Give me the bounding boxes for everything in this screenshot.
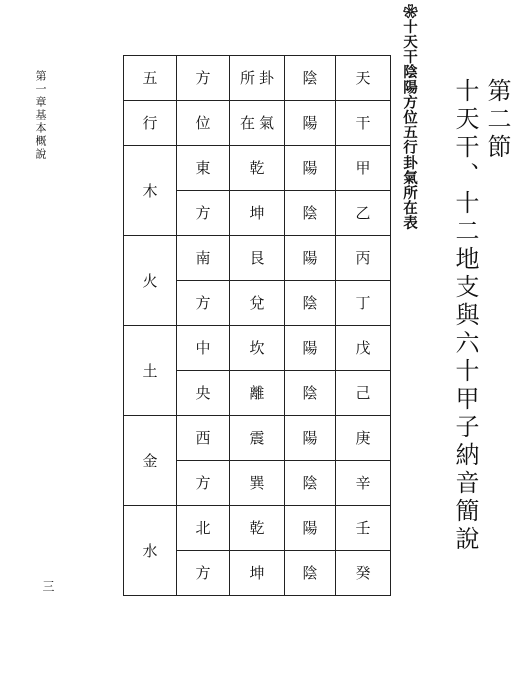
cell-wuxing: 木 (124, 146, 177, 236)
header-gua-2 (230, 101, 285, 146)
cell-gua: 震 (230, 416, 285, 461)
header-gua-d: 氣 (259, 114, 275, 132)
table-row (124, 326, 391, 371)
cell-tiangan: 丙 (336, 236, 391, 281)
cell-yinyang: 陽 (285, 416, 336, 461)
section-number: 第二節 (483, 78, 511, 162)
cell-fangwei: 方 (177, 551, 230, 596)
tiangan-table (123, 55, 391, 596)
cell-yinyang: 陽 (285, 506, 336, 551)
cell-gua: 離 (230, 371, 285, 416)
cell-yinyang: 陰 (285, 191, 336, 236)
cell-fangwei: 方 (177, 461, 230, 506)
header-gua-c: 在 (239, 114, 255, 132)
header-fangwei-2: 位 (177, 101, 230, 146)
cell-fangwei: 中 (177, 326, 230, 371)
section-heading: 十天干、十二地支與六十甲子納音簡說 (451, 78, 479, 554)
cell-tiangan: 戊 (336, 326, 391, 371)
cell-wuxing: 土 (124, 326, 177, 416)
header-yinyang-1: 陰 (285, 56, 336, 101)
cell-tiangan: 乙 (336, 191, 391, 236)
cell-gua: 坤 (230, 191, 285, 236)
header-wuxing-1: 五 (124, 56, 177, 101)
running-head (33, 70, 47, 161)
cell-fangwei: 南 (177, 236, 230, 281)
cell-yinyang: 陰 (285, 281, 336, 326)
cell-yinyang: 陽 (285, 236, 336, 281)
cell-wuxing: 火 (124, 236, 177, 326)
cell-tiangan: 壬 (336, 506, 391, 551)
table-row (124, 416, 391, 461)
cell-gua: 兌 (230, 281, 285, 326)
cell-fangwei: 北 (177, 506, 230, 551)
cell-fangwei: 方 (177, 281, 230, 326)
cell-wuxing: 水 (124, 506, 177, 596)
cell-gua: 艮 (230, 236, 285, 281)
header-gua-a: 所 (239, 69, 255, 87)
cell-gua: 乾 (230, 146, 285, 191)
page-number: 三 (41, 580, 55, 592)
cell-fangwei: 西 (177, 416, 230, 461)
table-row (124, 146, 391, 191)
table-header-row (124, 101, 391, 146)
header-wuxing-2: 行 (124, 101, 177, 146)
cell-gua: 坤 (230, 551, 285, 596)
cell-gua: 乾 (230, 506, 285, 551)
header-yinyang-2: 陽 (285, 101, 336, 146)
cell-yinyang: 陰 (285, 371, 336, 416)
cell-tiangan: 癸 (336, 551, 391, 596)
cell-fangwei: 方 (177, 191, 230, 236)
cell-tiangan: 庚 (336, 416, 391, 461)
table-header-row (124, 56, 391, 101)
chapter-number: 第一章 (34, 70, 47, 109)
chapter-title: 基本概說 (34, 109, 47, 161)
cell-yinyang: 陽 (285, 326, 336, 371)
header-fangwei-1: 方 (177, 56, 230, 101)
header-tiangan-1: 天 (336, 56, 391, 101)
cell-tiangan: 辛 (336, 461, 391, 506)
cell-fangwei: 央 (177, 371, 230, 416)
cell-gua: 巽 (230, 461, 285, 506)
cell-yinyang: 陰 (285, 551, 336, 596)
cell-tiangan: 己 (336, 371, 391, 416)
header-tiangan-2: 干 (336, 101, 391, 146)
table-row (124, 506, 391, 551)
section-title (449, 78, 513, 554)
cell-yinyang: 陽 (285, 146, 336, 191)
header-gua-1 (230, 56, 285, 101)
header-gua-b: 卦 (259, 69, 275, 87)
table-caption: ❀十天干陰陽方位五行卦氣所在表 (401, 4, 418, 231)
cell-fangwei: 東 (177, 146, 230, 191)
table-row (124, 236, 391, 281)
cell-yinyang: 陰 (285, 461, 336, 506)
cell-tiangan: 丁 (336, 281, 391, 326)
cell-tiangan: 甲 (336, 146, 391, 191)
tiangan-table-grid (123, 55, 391, 596)
cell-gua: 坎 (230, 326, 285, 371)
cell-wuxing: 金 (124, 416, 177, 506)
